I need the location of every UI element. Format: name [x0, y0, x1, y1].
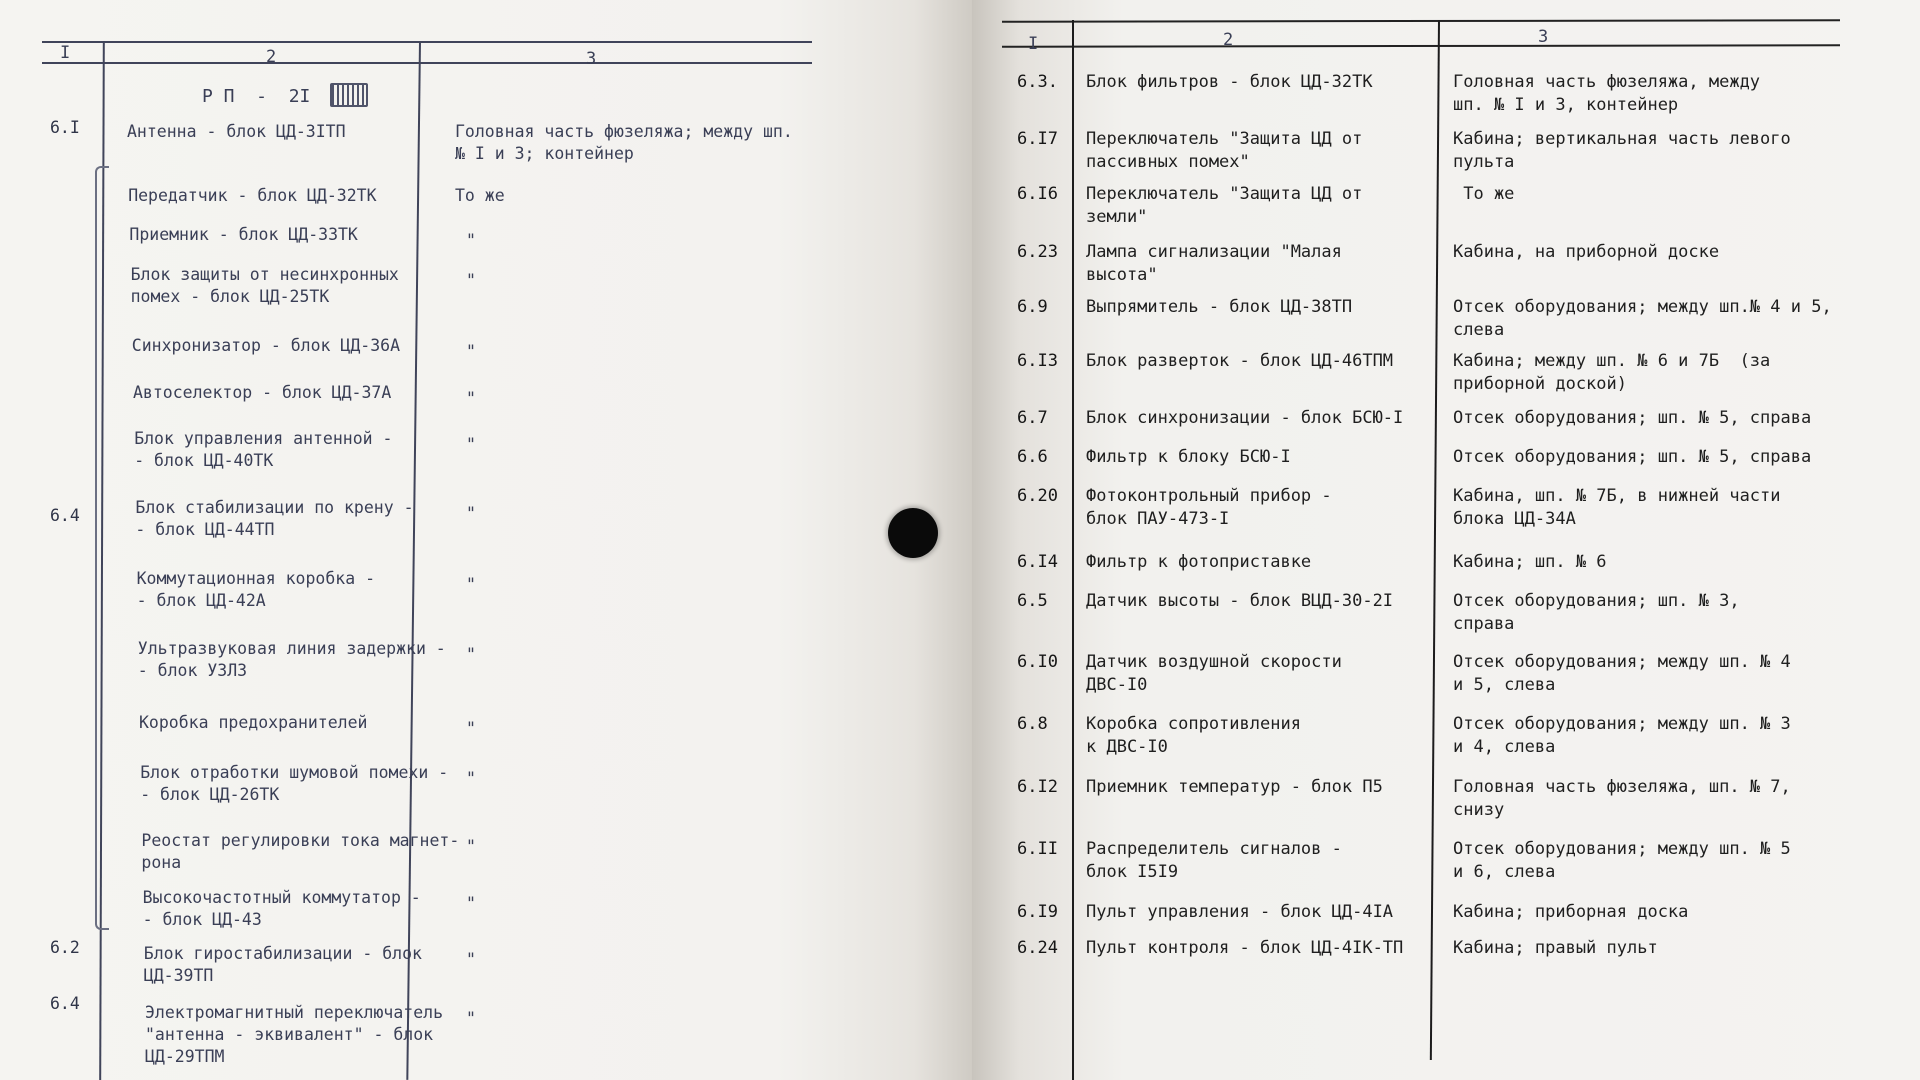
row-number: 6.20: [1017, 486, 1058, 506]
installation-location: Кабина, на приборной доске: [1453, 242, 1720, 262]
component-name: Передатчик - блок ЦД-32ТК: [128, 186, 377, 205]
component-name: Выпрямитель - блок ЦД-38ТП: [1086, 297, 1353, 317]
row-number: 6.5: [1017, 591, 1048, 611]
section-title: Р П - 2I: [202, 86, 311, 107]
installation-location: ": [466, 504, 476, 523]
column-divider-1: [1072, 20, 1074, 1080]
installation-location: Головная часть фюзеляжа, между шп. № I и 3, контейнер: [1453, 72, 1761, 115]
component-name: Ультразвуковая линия задержки - - блок УЗЛЗ: [137, 639, 446, 680]
component-name: Датчик воздушной скорости ДВС-I0: [1086, 652, 1342, 695]
component-name: Фотоконтрольный прибор - блок ПАУ-473-I: [1086, 486, 1332, 529]
right-page: [972, 0, 1920, 1080]
installation-location: Отсек оборудования; шп. № 5, справа: [1453, 408, 1812, 428]
component-name: Электромагнитный переключатель "антенна - эквивалент" - блок ЦД-29ТПМ: [145, 1003, 444, 1066]
component-name: Фильтр к блоку БСЮ-I: [1086, 447, 1291, 467]
installation-location: Головная часть фюзеляжа; между шп. № I и 3; контейнер: [455, 122, 793, 163]
component-name: Коробка сопротивления к ДВС-I0: [1086, 714, 1301, 757]
installation-location: ": [466, 231, 476, 250]
installation-location: То же: [455, 186, 505, 205]
installation-location: Кабина; вертикальная часть левого пульта: [1453, 129, 1791, 172]
row-number: 6.I3: [1017, 351, 1058, 371]
component-name: Блок фильтров - блок ЦД-32ТК: [1086, 72, 1373, 92]
column-divider-2: [1430, 20, 1440, 1060]
component-name: Антенна - блок ЦД-3ITП: [127, 122, 346, 141]
installation-location: ": [466, 645, 476, 664]
installation-location: ": [466, 389, 476, 408]
installation-location: ": [466, 719, 476, 738]
barcode-box-icon: [330, 83, 368, 107]
row-number: 6.I9: [1017, 902, 1058, 922]
component-name: Коробка предохранителей: [139, 713, 368, 732]
installation-location: ": [466, 1009, 476, 1028]
row-number: 6.2: [50, 938, 80, 957]
component-name: Приемник - блок ЦД-33ТК: [129, 225, 358, 244]
header-line-bottom: [42, 62, 812, 64]
row-number: 6.I7: [1017, 129, 1058, 149]
installation-location: Отсек оборудования; между шп. № 3 и 4, слева: [1453, 714, 1791, 757]
row-number: 6.4: [50, 506, 80, 525]
column-header-3: 3: [1538, 27, 1549, 47]
installation-location: ": [466, 435, 476, 454]
component-name: Датчик высоты - блок ВЦД-30-2I: [1086, 591, 1394, 611]
component-name: Блок синхронизации - блок БСЮ-I: [1086, 408, 1404, 428]
installation-location: Отсек оборудования; шп. № 3, справа: [1453, 591, 1740, 634]
installation-location: ": [466, 837, 476, 856]
component-name: Лампа сигнализации "Малая высота": [1086, 242, 1342, 285]
row-number: 6.II: [1017, 839, 1058, 859]
component-name: Блок управления антенной - - блок ЦД-40ТК: [134, 429, 393, 470]
row-number: 6.8: [1017, 714, 1048, 734]
installation-location: ": [466, 769, 476, 788]
header-line-top: [42, 41, 812, 43]
component-name: Приемник температур - блок П5: [1086, 777, 1383, 797]
component-name: Блок отработки шумовой помехи - - блок ЦД-26ТК: [140, 763, 449, 804]
installation-location: Головная часть фюзеляжа, шп. № 7, снизу: [1453, 777, 1791, 820]
component-name: Блок защиты от несинхронных помех - блок ЦД-25ТК: [130, 265, 399, 306]
installation-location: ": [466, 271, 476, 290]
component-name: Переключатель "Защита ЦД от земли": [1086, 184, 1363, 227]
installation-location: То же: [1453, 184, 1515, 204]
row-number: 6.I0: [1017, 652, 1058, 672]
component-name: Коммутационная коробка - - блок ЦД-42А: [136, 569, 376, 610]
installation-location: ": [466, 950, 476, 969]
component-name: Фильтр к фотоприставке: [1086, 552, 1312, 572]
installation-location: Кабина; правый пульт: [1453, 938, 1658, 958]
header-line-bottom: [1002, 44, 1840, 47]
row-number: 6.6: [1017, 447, 1048, 467]
row-number: 6.I6: [1017, 184, 1058, 204]
component-name: Блок разверток - блок ЦД-46ТПМ: [1086, 351, 1394, 371]
column-header-1: I: [60, 43, 71, 63]
binder-hole: [888, 508, 938, 558]
row-number: 6.I4: [1017, 552, 1058, 572]
component-name: Автоселектор - блок ЦД-37А: [133, 383, 392, 402]
component-name: Синхронизатор - блок ЦД-36А: [131, 336, 401, 355]
row-number: 6.I: [50, 118, 80, 137]
installation-location: Отсек оборудования; между шп. № 5 и 6, слева: [1453, 839, 1791, 882]
component-name: Блок стабилизации по крену - - блок ЦД-44ТП: [135, 498, 414, 539]
component-name: Переключатель "Защита ЦД от пассивных помех": [1086, 129, 1363, 172]
grouping-brace: [95, 166, 109, 930]
column-header-2: 2: [266, 47, 277, 67]
row-number: 6.3.: [1017, 72, 1058, 92]
installation-location: Отсек оборудования; между шп.№ 4 и 5, слева: [1453, 297, 1832, 340]
installation-location: Кабина; между шп. № 6 и 7Б (за приборной доской): [1453, 351, 1771, 394]
row-number: 6.I2: [1017, 777, 1058, 797]
installation-location: Отсек оборудования; шп. № 5, справа: [1453, 447, 1812, 467]
row-number: 6.23: [1017, 242, 1058, 262]
installation-location: ": [466, 575, 476, 594]
header-line-top: [1002, 19, 1840, 22]
installation-location: Кабина, шп. № 7Б, в нижней части блока ЦД-34А: [1453, 486, 1781, 529]
column-header-1: I: [1028, 34, 1039, 54]
installation-location: Кабина; приборная доска: [1453, 902, 1689, 922]
installation-location: Кабина; шп. № 6: [1453, 552, 1607, 572]
row-number: 6.24: [1017, 938, 1058, 958]
component-name: Реостат регулировки тока магнет- рона: [141, 831, 460, 872]
installation-location: ": [466, 342, 476, 361]
column-header-2: 2: [1223, 30, 1234, 50]
component-name: Распределитель сигналов - блок I5I9: [1086, 839, 1342, 882]
component-name: Блок гиростабилизации - блок ЦД-39ТП: [143, 944, 422, 985]
installation-location: Отсек оборудования; между шп. № 4 и 5, слева: [1453, 652, 1791, 695]
row-number: 6.7: [1017, 408, 1048, 428]
row-number: 6.9: [1017, 297, 1048, 317]
component-name: Пульт управления - блок ЦД-4IА: [1086, 902, 1394, 922]
installation-location: ": [466, 894, 476, 913]
column-header-3: 3: [586, 49, 597, 69]
row-number: 6.4: [50, 994, 80, 1013]
component-name: Высокочастотный коммутатор - - блок ЦД-43: [142, 888, 421, 929]
component-name: Пульт контроля - блок ЦД-4IК-ТП: [1086, 938, 1404, 958]
